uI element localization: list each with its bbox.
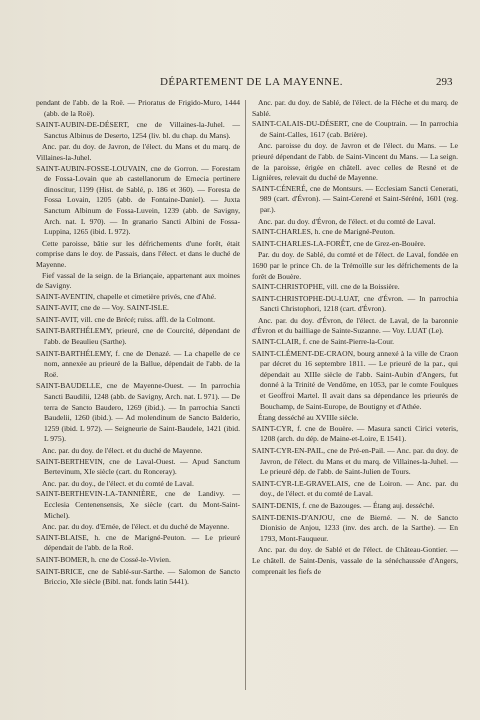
dictionary-entry: SAINT-CYR-LE-GRAVELAIS, cne de Loiron. — Anc. par. du doy., de l'élect. et du comté de Laval. [252,478,458,499]
dictionary-entry: SAINT-BLAISE, h. cne de Marigné-Peuton. — Le prieuré dépendait de l'abb. de la Roë. [36,532,240,553]
dictionary-entry: SAINT-AVIT, cne de — Voy. SAINT-ISLE. [36,303,169,313]
dictionary-entry: SAINT-BARTHÉLEMY, f. cne de Denazé. — La chapelle de ce nom, annexée au prieuré de la Ballue, dépendait de l'abb. de la Roë. [36,348,240,379]
dictionary-entry: SAINT-AVIT, vill. cne de Brécé; ruiss. affl. de la Colmont. [36,314,215,324]
dictionary-entry: SAINT-CYR, f. cne de Bouère. — Masura sancti Cirici veteris, 1208 (arch. du dép. de Maine-et-Loire, E 1541). [252,423,458,444]
dictionary-entry: SAINT-BERTHEVIN-LA-TANNIÈRE, cne de Landivy. — Ecclesia Centenensensis, Xe siècle (cart. du Mont-Saint-Michel). [36,489,240,520]
dictionary-entry: Anc. par. du doy. d'Ernée, de l'élect. et du duché de Mayenne. [42,522,230,532]
dictionary-entry: SAINT-CHRISTOPHE, vill. cne de la Boissière. [252,282,400,292]
page-number: 293 [436,76,453,88]
dictionary-entry: SAINT-BRICE, cne de Sablé-sur-Sarthe. — Salomon de Sancto Bricciо, XIe siècle (Bibl. nat. fonds latin 5441). [36,566,240,587]
dictionary-entry: Par. du doy. de Sablé, du comté et de l'élect. de Laval, fondée en 1690 par le prince Ch. de la Trémoïlle sur les défrichements de la forêt de Bouère. [252,250,458,281]
dictionary-entry: SAINT-CHARLES-LA-FORÊT, cne de Grez-en-Bouère. [252,238,426,248]
dictionary-entry: Fief vassal de la seign. de la Briançaie, appartenant aux moines de Savigny. [36,270,240,291]
dictionary-entry: Anc. paroisse du doy. de Javron et de l'élect. du Mans. — Le prieuré dépendant de l'abb. de Saint-Vincent du Mans. — La seign. de la paroisse, érigée en châtell. avec celles de Resné et de Lignières, relevait du duché de Mayenne. [252,141,458,183]
dictionary-entry: SAINT-BERTHEVIN, cne de Laval-Ouest. — Apud Sanctum Bertevinum, XIe siècle (cart. du Ronceray). [36,456,240,477]
dictionary-entry: Anc. par. du doy. de Sablé, de l'élect. de la Flèche et du marq. de Sablé. [252,98,458,118]
dictionary-entry: SAINT-AVENTIN, chapelle et cimetière privés, cne d'Ahé. [36,291,216,301]
dictionary-entry: Étang desséché au XVIIIe siècle. [258,413,359,423]
dictionary-entry: SAINT-BAUDELLE, cne de Mayenne-Ouest. — In parrochia Sancti Baudilii, 1248 (abb. de Savigny, Arch. nat. L 971). — De terra de Sancto Baudero, 1269 (ibid.). — In parrochia Sancti Baudelii, 1260 (ibid.). — Ad molendinum de Sancto Balderio, 1259 (ibid. L 972). — Seigneurie de Saint-Baudele, 1421 (ibid. L 975). [36,381,240,444]
left-column [36,98,240,589]
dictionary-entry: SAINT-CYR-EN-PAIL, cne de Pré-en-Pail. — Anc. par. du doy. de Javron, de l'élect. du Mans et du marq. de Villaines-la-Juhel. — Le prieuré dép. de l'abb. de Saint-Julien de Tours. [252,446,458,477]
dictionary-entry: SAINT-AUBIN-DE-DÉSERT, cne de Villaines-la-Juhel. — Sanctus Albinus de Deserto, 1254 (liv. bl. du chap. du Mans). [36,120,240,140]
right-column [252,98,458,577]
dictionary-entry: Cette paroisse, bâtie sur les défrichements d'une forêt, était comprise dans le doy. de Passais, dans l'élect. et dans le duché de Mayenne. [36,238,240,269]
dictionary-entry: Anc. par. du doy. d'Évron, de l'élect. et du comté de Laval. [258,216,436,226]
dictionary-entry: SAINT-AUBIN-FOSSE-LOUVAIN, cne de Gorron. — Forestam de Fossa-Lovain que ab castellanorum de Ernecia pertinere dinoscitur, 1199 (Hist. de Sablé, p. 186 et 360). — Foresta de Fossa Lovain, 1205 (abb. de Fontaine-Daniel). — Juxta Sanctum Albinum de Fossa-Luvein, 1239 (abb. de Savigny, Arch. nat. L 970). — In granario Sancti Albini de Fossa-Luppina, 1265 (ibid. L 972). [36,163,240,237]
dictionary-entry: Anc. par. du doy. d'Évron, de l'élect. de Laval, de la baronnie d'Évron et du bailliage de Sainte-Suzanne. — Voy. LUAT (Le). [252,315,458,336]
dictionary-entry: SAINT-BOMER, h. cne de Cossé-le-Vivien. [36,554,171,564]
dictionary-entry: SAINT-CHRISTOPHE-DU-LUAT, cne d'Évron. — In parrochia Sancti Christophori, 1218 (cart. d'Évron). [252,293,458,314]
page-title: DÉPARTEMENT DE LA MAYENNE. [160,76,343,88]
dictionary-entry: SAINT-CALAIS-DU-DÉSERT, cne de Couptrain. — In parrochia de Saint-Calles, 1617 (cab. Brière). [252,119,458,139]
dictionary-entry: Anc. par. du doy. de Javron, de l'élect. du Mans et du marq. de Villaines-la-Juhel. [36,142,240,162]
column-divider [245,100,246,690]
dictionary-entry: SAINT-CÉNERÉ, cne de Montsurs. — Ecclesiam Sancti Cenerati, 989 (cart. d'Évron). — Saint-Cerené et Saint-Séréné, 1601 (reg. par.). [252,183,458,214]
dictionary-entry: SAINT-CHARLES, h. cne de Marigné-Peuton. [252,227,395,237]
dictionary-entry: pendant de l'abb. de la Roë. — Prioratus de Frigido-Muro, 1444 (abb. de la Roë). [36,98,240,118]
dictionary-entry: SAINT-CLAIR, f. cne de Saint-Pierre-la-Cour. [252,337,395,347]
dictionary-entry: SAINT-DENIS-D'ANJOU, cne de Bierné. — N. de Sancto Dionisio de Anjou, 1233 (inv. des arch. de la Sarthe). — En 1793, Mont-Fauqueur. [252,512,458,543]
dictionary-entry: SAINT-DENIS, f. cne de Bazouges. — Étang auj. desséché. [252,500,435,510]
dictionary-entry: Anc. par. du doy. de Sablé et de l'élect. de Château-Gontier. — Le châtell. de Saint-Denis, vassale de la sénéchaussée d'Angers, comprenait les fiefs de [252,545,458,576]
dictionary-entry: Anc. par. du doy. de l'élect. et du duché de Mayenne. [42,446,203,455]
dictionary-entry: SAINT-CLÉMENT-DE-CRAON, bourg annexé à la ville de Craon par décret du 16 septembre 1811. — Le prieuré de la par., qui dépendait au XIIIe siècle de l'abb. Saint-Aubin d'Angers, fut donné à la Trinité de Vendôme, en 1053, par le comte Foulques et Geoffroi Martel. Il avait dans sa dépendance les prieurés de Bouchamp, de Saint-Europe, de Boutigny et d'Athée. [252,348,458,411]
dictionary-entry: SAINT-BARTHÉLEMY, prieuré, cne de Courcité, dépendant de l'abb. de Beaulieu (Sarthe). [36,326,240,347]
page-header [0,76,480,92]
dictionary-entry: Anc. par. du doy., de l'élect. et du comté de Laval. [42,478,194,488]
